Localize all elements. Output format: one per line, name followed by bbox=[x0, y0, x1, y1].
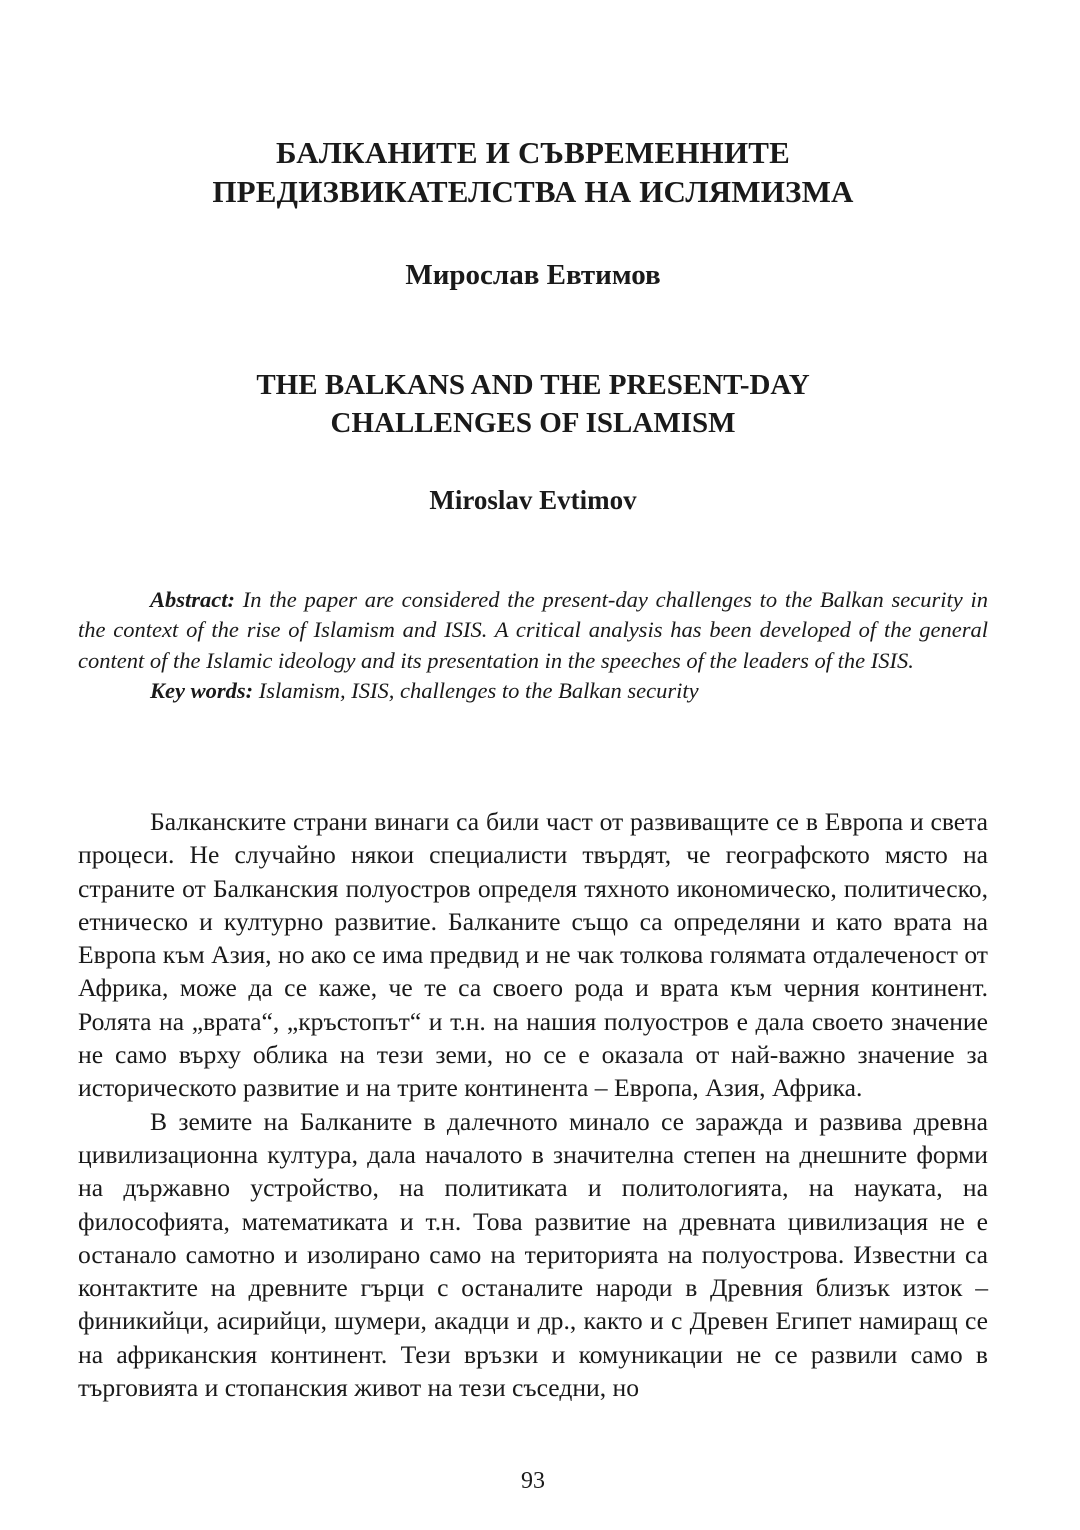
title-bulgarian-line-1: БАЛКАНИТЕ И СЪВРЕМЕННИТЕ bbox=[275, 135, 791, 170]
abstract-label: Abstract: bbox=[150, 587, 236, 612]
title-english-line-1: THE BALKANS AND THE PRESENT-DAY bbox=[256, 369, 810, 401]
body-paragraph-1: Балканските страни винаги са били част от развиващите се в Европа и света процеси. Не случайно някои специалисти твърдят, че географското място на страните от Балканския полуостров определя тяхното икономическо, политическо, етническо и културно развитие. Балканите също са определяни и като врата на Европа към Азия, но ако се има предвид и не чак толкова голямата отдалеченост от Африка, може да се каже, че те са своего рода и врата към черния континент. Ролята на „врата“, „кръстопът“ и т.н. на нашия полуостров е дала своето значение не само върху облика на тези земи, но се е оказала от най-важно значение за историческото развитие и на трите континента – Европа, Азия, Африка. bbox=[78, 807, 988, 1103]
author-english: Miroslav Evtimov bbox=[429, 485, 637, 515]
keywords-label: Key words: bbox=[150, 678, 254, 704]
abstract-text: In the paper are considered the present-day challenges to the Balkan security in the context of the rise of Islamism and ISIS. A critical analysis has been developed of the general content of the Islamic ideology and its presentation in the speeches of the leaders of the ISIS. bbox=[78, 587, 988, 673]
title-bulgarian-line-2: ПРЕДИЗВИКАТЕЛСТВА НА ИСЛЯМИЗМА bbox=[212, 174, 854, 209]
keywords-text: Islamism, ISIS, challenges to the Balkan security bbox=[253, 678, 699, 704]
keywords-paragraph bbox=[78, 676, 988, 706]
body-text bbox=[78, 805, 988, 1404]
title-english-line-2: CHALLENGES OF ISLAMISM bbox=[330, 407, 736, 439]
abstract-paragraph bbox=[78, 585, 988, 676]
document-page bbox=[78, 0, 988, 1530]
body-paragraph-2: В земите на Балканите в далечното минало се заражда и развива древна цивилизационна култура, дала началото в значителна степен на днешните форми на държавно устройство, на политиката и политологията, на науката, на философията, математиката и т.н. Това развитие на древната цивилизация не е останало самотно и изолирано само на територията на полуострова. Известни са контактите на древните гърци с останалите народи в Древния близък изток – финикийци, асирийци, шумери, акадци и др., както и с Древен Египет намиращ се на африканския континент. Тези връзки и комуникации не се развили само в търговията и стопанския живот на тези съседни, но bbox=[78, 1106, 988, 1403]
title-english bbox=[78, 366, 988, 442]
page-number: 93 bbox=[521, 1468, 545, 1494]
author-bulgarian: Мирослав Евтимов bbox=[405, 259, 661, 291]
abstract-block bbox=[78, 585, 988, 707]
title-bulgarian bbox=[78, 133, 988, 211]
